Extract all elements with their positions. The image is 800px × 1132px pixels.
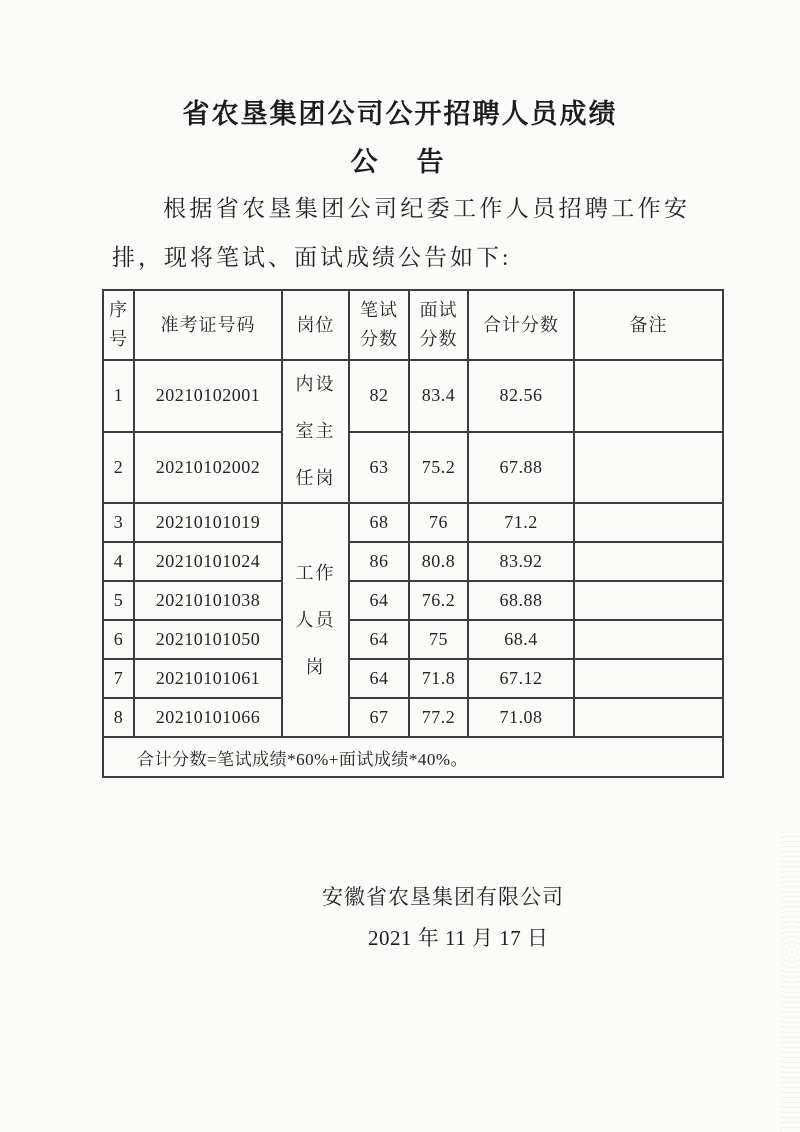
cell-remark: [574, 698, 723, 737]
cell-total: 68.88: [468, 581, 574, 620]
cell-no: 4: [103, 542, 134, 581]
cell-written: 63: [349, 432, 409, 504]
intro-paragraph: 根据省农垦集团公司纪委工作人员招聘工作安排，现将笔试、面试成绩公告如下:: [112, 196, 690, 270]
cell-no: 8: [103, 698, 134, 737]
signature-date: 2021 年 11 月 17 日: [368, 926, 549, 950]
cell-id: 20210101024: [134, 542, 282, 581]
cell-id: 20210102001: [134, 360, 282, 432]
col-header-total: 合计分数: [468, 290, 574, 360]
table-footnote-row: [103, 737, 723, 777]
table-row: [103, 581, 723, 620]
table-row: [103, 698, 723, 737]
table-header-row: [103, 290, 723, 360]
cell-interview: 83.4: [409, 360, 468, 432]
cell-no: 3: [103, 503, 134, 542]
cell-interview: 75.2: [409, 432, 468, 504]
cell-id: 20210102002: [134, 432, 282, 504]
table-row: [103, 503, 723, 542]
cell-written: 68: [349, 503, 409, 542]
cell-total: 68.4: [468, 620, 574, 659]
cell-id: 20210101061: [134, 659, 282, 698]
cell-remark: [574, 542, 723, 581]
col-header-no: 序号: [103, 290, 134, 360]
signature-company: 安徽省农垦集团有限公司: [322, 885, 564, 909]
cell-interview: 71.8: [409, 659, 468, 698]
col-header-id: 准考证号码: [134, 290, 282, 360]
cell-written: 86: [349, 542, 409, 581]
cell-no: 7: [103, 659, 134, 698]
col-header-interview: 面试分数: [409, 290, 468, 360]
cell-written: 67: [349, 698, 409, 737]
cell-remark: [574, 360, 723, 432]
cell-remark: [574, 432, 723, 504]
cell-id: 20210101066: [134, 698, 282, 737]
cell-interview: 77.2: [409, 698, 468, 737]
cell-total: 71.08: [468, 698, 574, 737]
cell-interview: 80.8: [409, 542, 468, 581]
score-table: [102, 289, 724, 778]
cell-position-merged: 工作人员岗: [282, 503, 349, 737]
cell-total: 83.92: [468, 542, 574, 581]
cell-position-merged: 内设室主任岗: [282, 360, 349, 503]
cell-written: 64: [349, 581, 409, 620]
table-row: [103, 432, 723, 504]
footnote-formula: 合计分数=笔试成绩*60%+面试成绩*40%。: [103, 737, 723, 777]
doc-title-line1: 省农垦集团公司公开招聘人员成绩: [182, 99, 618, 129]
cell-interview: 75: [409, 620, 468, 659]
cell-no: 1: [103, 360, 134, 432]
cell-interview: 76.2: [409, 581, 468, 620]
cell-no: 2: [103, 432, 134, 504]
cell-no: 5: [103, 581, 134, 620]
table-row: [103, 659, 723, 698]
cell-written: 64: [349, 659, 409, 698]
scan-noise: [780, 832, 800, 1132]
col-header-position: 岗位: [282, 290, 349, 360]
table-row: [103, 542, 723, 581]
cell-id: 20210101019: [134, 503, 282, 542]
cell-no: 6: [103, 620, 134, 659]
cell-written: 82: [349, 360, 409, 432]
doc-title: [0, 90, 800, 186]
cell-remark: [574, 581, 723, 620]
cell-total: 71.2: [468, 503, 574, 542]
cell-id: 20210101038: [134, 581, 282, 620]
cell-written: 64: [349, 620, 409, 659]
table-row: [103, 360, 723, 432]
cell-total: 67.12: [468, 659, 574, 698]
cell-remark: [574, 620, 723, 659]
cell-total: 82.56: [468, 360, 574, 432]
cell-id: 20210101050: [134, 620, 282, 659]
col-header-written: 笔试分数: [349, 290, 409, 360]
col-header-remark: 备注: [574, 290, 723, 360]
cell-interview: 76: [409, 503, 468, 542]
cell-remark: [574, 503, 723, 542]
doc-title-line2: 公 告: [350, 147, 450, 177]
cell-remark: [574, 659, 723, 698]
table-row: [103, 620, 723, 659]
cell-total: 67.88: [468, 432, 574, 504]
